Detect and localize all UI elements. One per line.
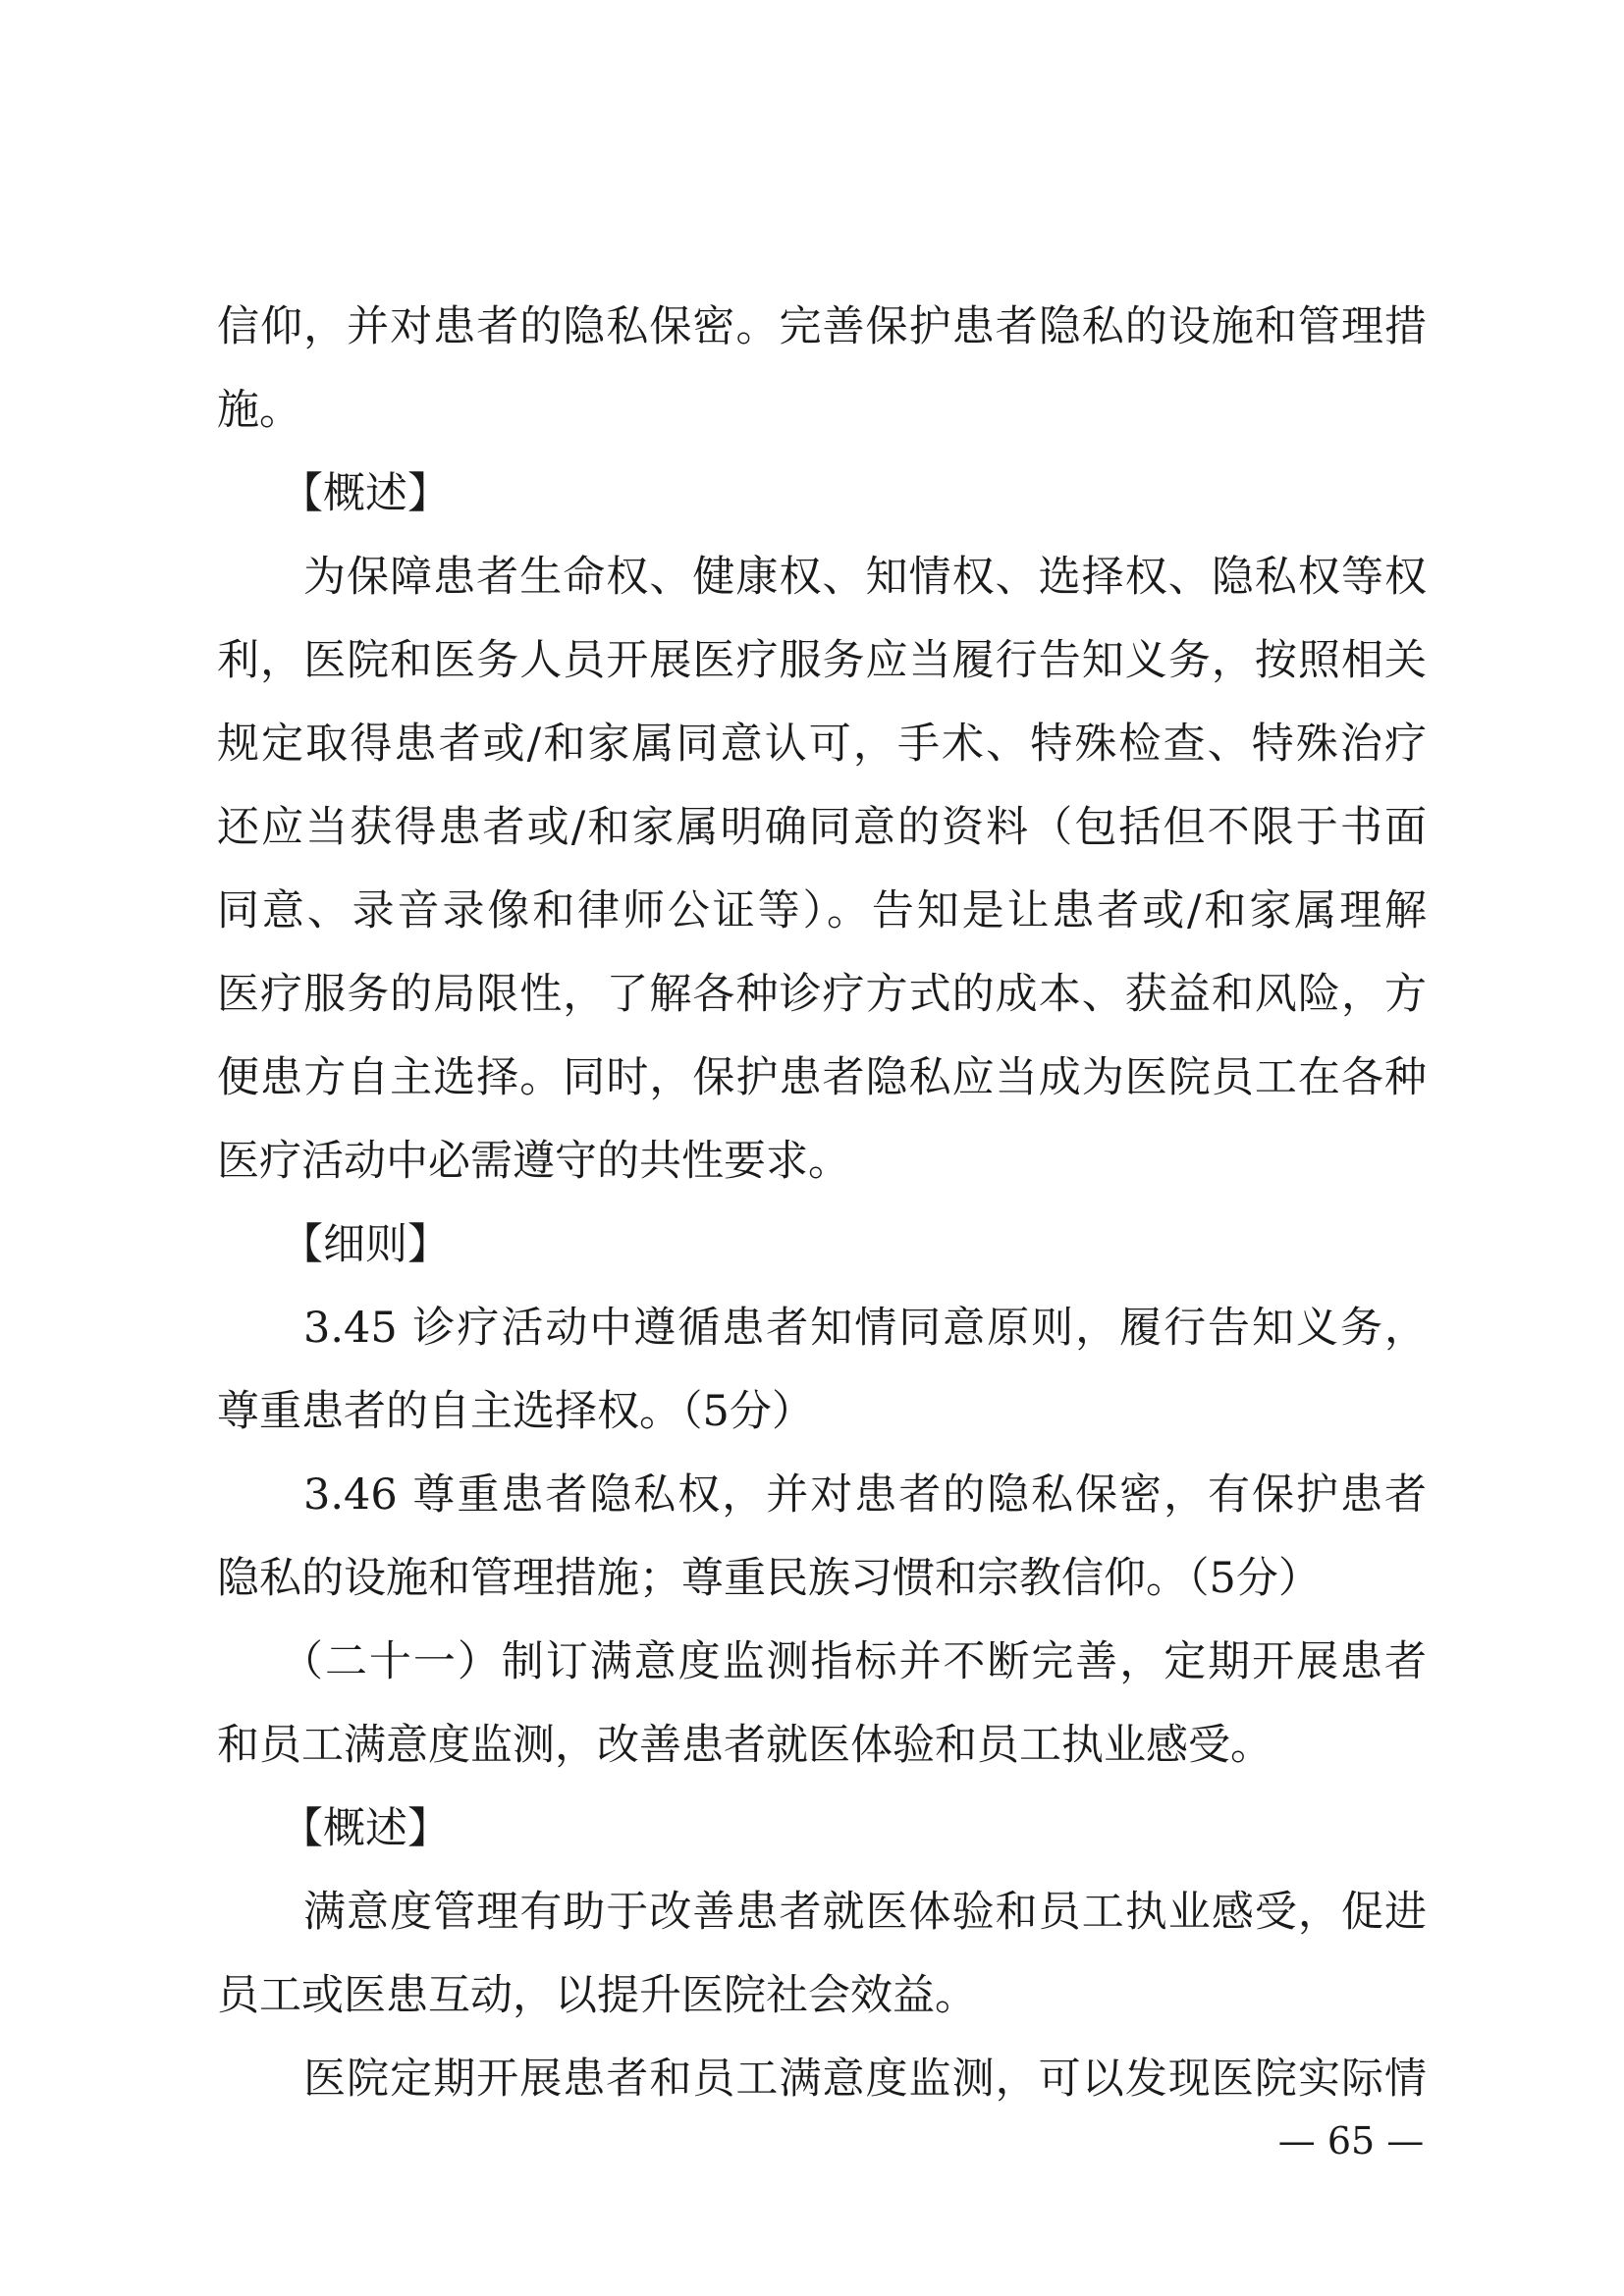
paragraph-line: 尊重患者的自主选择权。（5分） [217,1387,814,1436]
section-heading-rules: 【细则】 [281,1220,450,1269]
rule-item-3-46: 3.46 尊重患者隐私权，并对患者的隐私保密，有保护患者 [303,1470,1427,1520]
section-heading-overview: 【概述】 [281,469,450,518]
paragraph-line: 和员工满意度监测，改善患者就医体验和员工执业感受。 [217,1721,1272,1770]
paragraph-line: 医疗服务的局限性，了解各种诊疗方式的成本、获益和风险，方 [217,970,1427,1019]
section-heading-overview: 【概述】 [281,1804,450,1853]
paragraph-line: 为保障患者生命权、健康权、知情权、选择权、隐私权等权 [303,553,1427,602]
paragraph-line: 信仰，并对患者的隐私保密。完善保护患者隐私的设施和管理措 [217,302,1427,351]
page-number: — 65 — [1277,2119,1425,2163]
paragraph-line: 施。 [217,386,301,435]
paragraph-line: 规定取得患者或/和家属同意认可，手术、特殊检查、特殊治疗 [217,720,1427,769]
paragraph-line: 满意度管理有助于改善患者就医体验和员工执业感受，促进 [303,1888,1427,1937]
document-body [217,286,1427,2121]
paragraph-line: 隐私的设施和管理措施；尊重民族习惯和宗教信仰。（5分） [217,1554,1321,1603]
paragraph-line: 同意、录音录像和律师公证等）。告知是让患者或/和家属理解 [217,886,1427,935]
paragraph-line: 便患方自主选择。同时，保护患者隐私应当成为医院员工在各种 [217,1053,1427,1102]
paragraph-line: 利，医院和医务人员开展医疗服务应当履行告知义务，按照相关 [217,636,1427,685]
article-21-heading: （二十一）制订满意度监测指标并不断完善，定期开展患者 [281,1637,1427,1686]
paragraph-line: 医疗活动中必需遵守的共性要求。 [217,1137,850,1186]
paragraph-line: 医院定期开展患者和员工满意度监测，可以发现医院实际情 [303,2055,1427,2104]
rule-item-3-45: 3.45 诊疗活动中遵循患者知情同意原则，履行告知义务， [303,1304,1427,1353]
paragraph-line: 还应当获得患者或/和家属明确同意的资料（包括但不限于书面 [217,803,1427,852]
paragraph-line: 员工或医患互动，以提升医院社会效益。 [217,1971,977,2020]
